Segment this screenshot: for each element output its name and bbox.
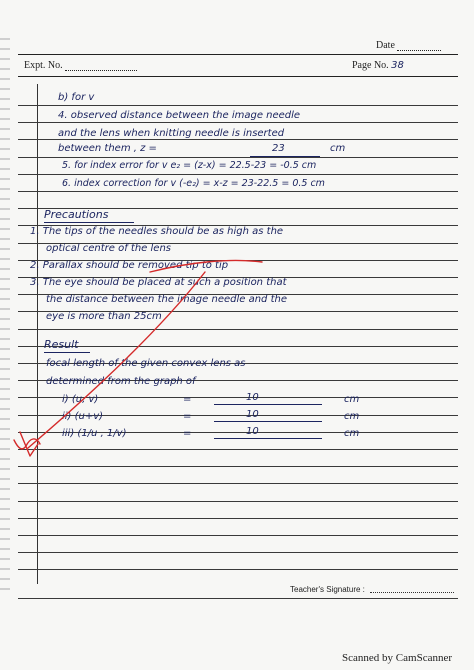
bottom-rule bbox=[18, 598, 458, 599]
text-line: 2. Parallax should be removed tip to tip bbox=[30, 260, 229, 271]
text-line: determined from the graph of bbox=[46, 376, 196, 387]
text-value: 23 bbox=[272, 143, 285, 154]
signature-dots bbox=[370, 592, 454, 593]
text-line: eye is more than 25cm bbox=[46, 311, 162, 322]
result-row-value: 10 bbox=[246, 392, 259, 403]
expt-label: Expt. No. bbox=[24, 60, 63, 71]
result-row-eq: = bbox=[183, 411, 192, 422]
text-line: 6. index correction for v (-e₂) = x-z = 23-22.5 = 0.5 cm bbox=[62, 178, 325, 189]
page-no-value: 38 bbox=[391, 60, 404, 71]
result-row-value: 10 bbox=[246, 409, 259, 420]
page-no-label: Page No. bbox=[352, 60, 389, 71]
text-line: and the lens when knitting needle is inserted bbox=[58, 128, 285, 139]
check-mark-strokes bbox=[14, 260, 262, 456]
text-line: 4. observed distance between the image needle bbox=[58, 110, 301, 121]
teachers-signature-label: Teacher's Signature : bbox=[290, 585, 365, 594]
result-row-unit: cm bbox=[344, 411, 360, 422]
precautions-heading: Precautions bbox=[44, 208, 109, 221]
result-row-eq: = bbox=[183, 428, 192, 439]
result-row-label: i) (u, v) bbox=[62, 394, 99, 405]
result-row-label: ii) (u+v) bbox=[62, 411, 104, 422]
text-line: the distance between the image needle and the bbox=[46, 294, 287, 305]
scanner-watermark: Scanned by CamScanner bbox=[342, 652, 452, 664]
result-heading: Result bbox=[44, 338, 79, 351]
text-line: between them , z = bbox=[58, 143, 157, 154]
text-line: 1. The tips of the needles should be as high as the bbox=[30, 226, 284, 237]
result-row-label: iii) (1/u , 1/v) bbox=[62, 428, 127, 439]
result-row-eq: = bbox=[183, 394, 192, 405]
date-label: Date bbox=[376, 40, 395, 51]
text-line: focal length of the given convex lens as bbox=[46, 358, 246, 369]
result-row-unit: cm bbox=[344, 394, 360, 405]
text-line: b) for v bbox=[58, 92, 95, 103]
text-unit: cm bbox=[330, 143, 346, 154]
text-line: 5. for index error for v e₂ = (z-x) = 22.5-23 = -0.5 cm bbox=[62, 160, 317, 171]
result-row-unit: cm bbox=[344, 428, 360, 439]
text-line: optical centre of the lens bbox=[46, 243, 171, 254]
result-row-value: 10 bbox=[246, 426, 259, 437]
text-line: 3. The eye should be placed at such a position that bbox=[30, 277, 287, 288]
